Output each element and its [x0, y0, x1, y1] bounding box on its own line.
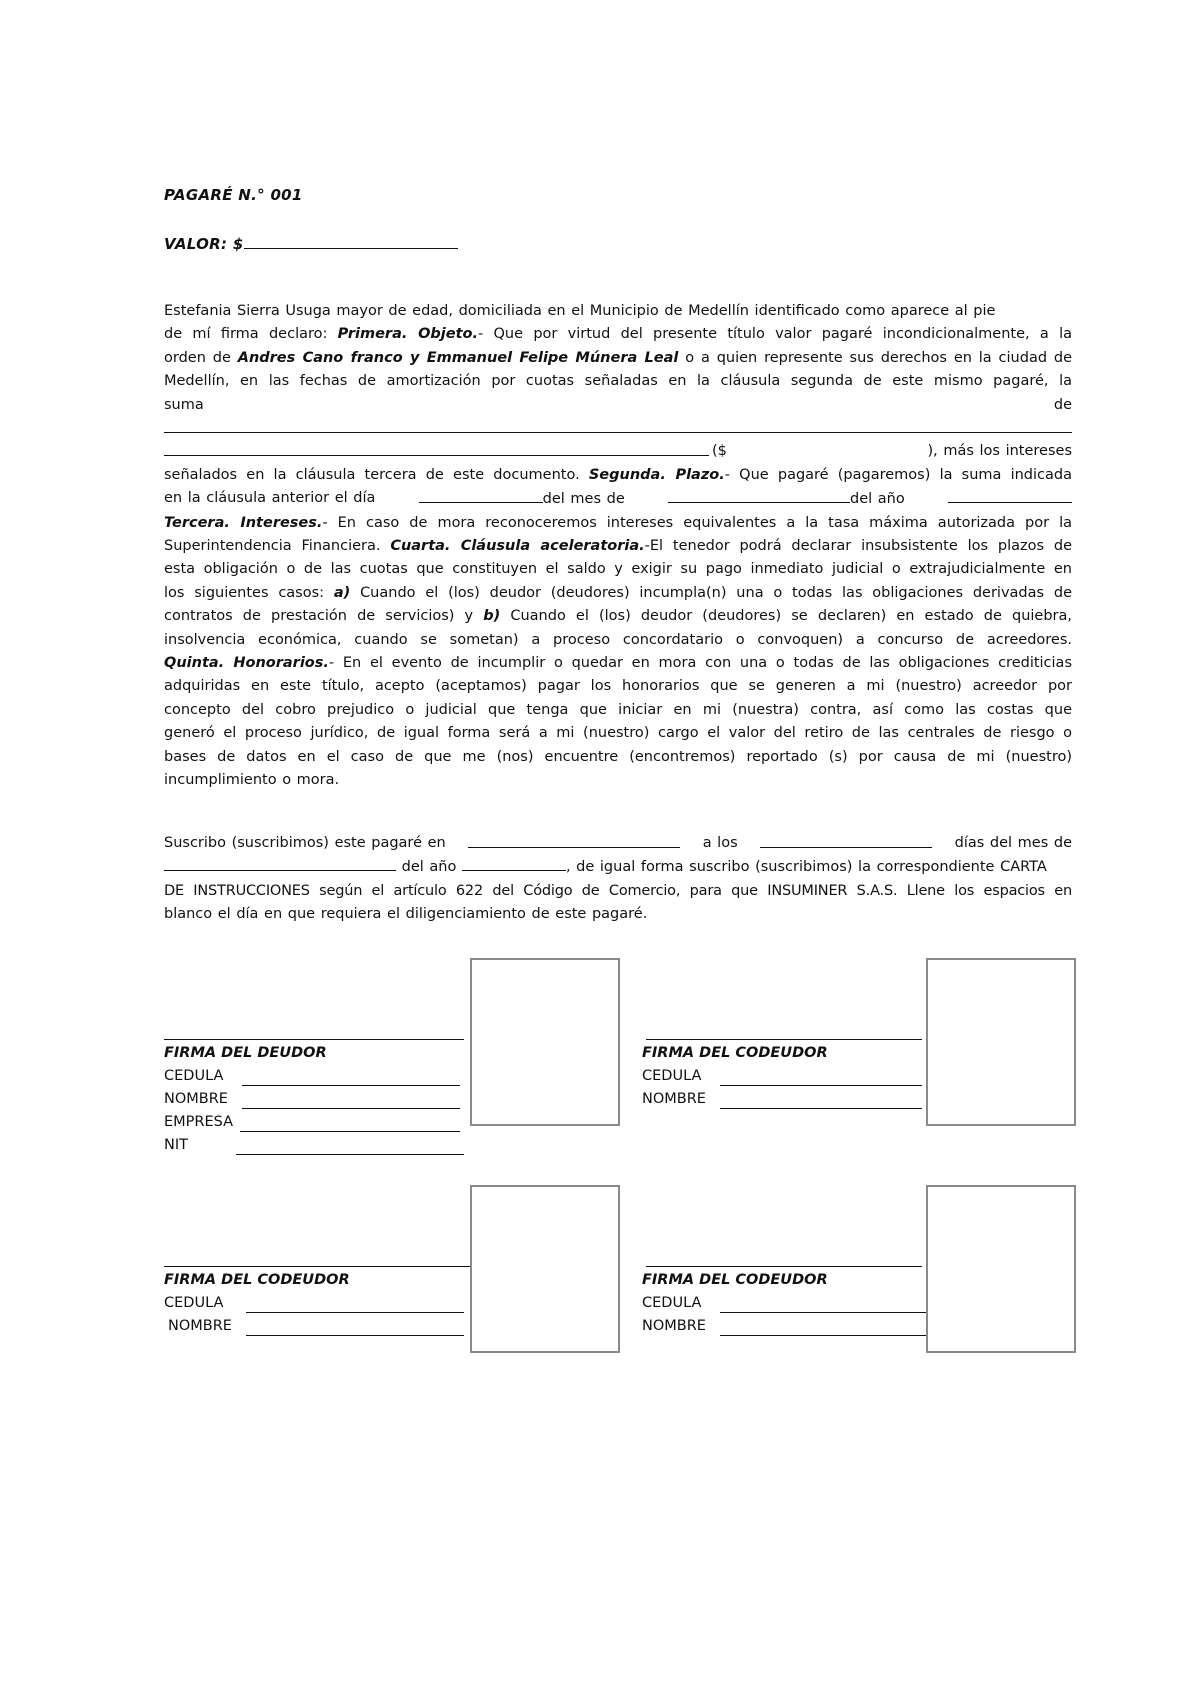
signature-title: FIRMA DEL CODEUDOR [642, 1045, 828, 1061]
body-text: o a quien represente sus derechos en la ciudad de [685, 349, 1073, 366]
nit-label: NIT [164, 1137, 188, 1153]
fingerprint-box [926, 1185, 1076, 1353]
closing-text: , de igual forma suscribo (suscribimos) la correspondiente CARTA [565, 859, 1047, 876]
place-blank[interactable] [468, 832, 680, 848]
amount-words-blank[interactable] [164, 417, 1072, 433]
body-text: adquiridas en este título, acepto (aceptamos) pagar los honorarios que se generen a mi (nuestro) acreedor por [164, 678, 1072, 695]
signature-line[interactable] [164, 1266, 472, 1267]
fingerprint-box [926, 958, 1076, 1126]
clause-marker: b) [483, 608, 501, 625]
fingerprint-box [470, 958, 620, 1126]
cedula-label: CEDULA [642, 1068, 702, 1084]
nit-field[interactable] [236, 1154, 464, 1155]
body-text: ($ [712, 443, 727, 460]
body-line [164, 300, 1072, 323]
body-line [164, 394, 1072, 417]
closing-line [164, 903, 1072, 926]
closing-month-blank[interactable] [164, 855, 396, 871]
body-line [164, 769, 1072, 792]
nombre-label: NOMBRE [642, 1091, 706, 1107]
body-line [164, 652, 1072, 675]
amount-words-blank-line [164, 417, 1072, 440]
cedula-label: CEDULA [164, 1295, 224, 1311]
body-text: - Que pagaré (pagaremos) la suma indicada [724, 466, 1072, 483]
body-line [164, 675, 1072, 698]
nombre-field[interactable] [720, 1335, 930, 1336]
signature-line[interactable] [164, 1039, 464, 1040]
year-blank[interactable] [948, 487, 1072, 503]
body-line [164, 487, 1072, 511]
body-text: - En caso de mora reconoceremos intereses equivalentes a la tasa máxima autorizada por la [322, 514, 1072, 531]
clause-heading: Cuarta. Cláusula aceleratoria. [390, 538, 645, 555]
nombre-label: NOMBRE [164, 1091, 228, 1107]
clause-heading: Segunda. Plazo. [588, 466, 725, 483]
body-text: suma [164, 396, 204, 413]
closing-paragraph [164, 832, 1072, 927]
empresa-label: EMPRESA [164, 1114, 234, 1130]
body-line [164, 512, 1072, 535]
nombre-field[interactable] [720, 1108, 922, 1109]
month-blank[interactable] [668, 487, 850, 503]
cedula-field[interactable] [720, 1085, 922, 1086]
empresa-field[interactable] [240, 1131, 460, 1132]
closing-text: Suscribo (suscribimos) este pagaré en [164, 835, 446, 851]
body-text: contratos de prestación de servicios) y [164, 608, 474, 625]
signature-title: FIRMA DEL CODEUDOR [642, 1272, 828, 1288]
closing-text: a los [702, 835, 738, 851]
body-text: del año [850, 491, 905, 508]
cedula-field[interactable] [246, 1312, 464, 1313]
creditor-names: Andres Cano franco y Emmanuel Felipe Múnera Leal [237, 349, 679, 366]
body-text: en la cláusula anterior el día [164, 490, 376, 507]
body-text: de [1053, 396, 1072, 413]
nombre-field[interactable] [246, 1335, 464, 1336]
body-text: orden de [164, 349, 231, 366]
cedula-label: CEDULA [642, 1295, 702, 1311]
body-text: concepto del cobro prejudico o judicial que tenga que iniciar en mi (nuestra) contra, así como las costas que [164, 701, 1072, 718]
fingerprint-box [470, 1185, 620, 1353]
body-line [164, 558, 1072, 581]
body-text: -El tenedor podrá declarar insubsistente los plazos de [644, 538, 1072, 555]
closing-text: DE INSTRUCCIONES según el artículo 622 del Código de Comercio, para que INSUMINER S.A.S. Llene los espacios en [164, 882, 1072, 899]
clause-heading: Primera. Objeto. [337, 326, 478, 343]
closing-line [164, 832, 1072, 855]
body-line [164, 535, 1072, 558]
nombre-label: NOMBRE [168, 1318, 232, 1334]
body-text: Estefania Sierra Usuga mayor de edad, domiciliada en el Municipio de Medellín identificado como aparece al pie [164, 303, 996, 319]
body-line [164, 440, 1072, 463]
body-line [164, 464, 1072, 487]
cedula-field[interactable] [242, 1085, 460, 1086]
signature-line[interactable] [646, 1039, 922, 1040]
nombre-field[interactable] [242, 1108, 460, 1109]
body-text: los siguientes casos: [164, 584, 325, 601]
closing-line [164, 855, 1072, 879]
closing-text: días del mes de [954, 835, 1072, 851]
body-line [164, 699, 1072, 722]
body-line [164, 370, 1072, 393]
body-line [164, 722, 1072, 745]
closing-text: blanco el día en que requiera el diligenciamiento de este pagaré. [164, 906, 648, 923]
closing-line [164, 880, 1072, 903]
body-line [164, 746, 1072, 769]
body-text: - En el evento de incumplir o quedar en mora con una o todas de las obligaciones crediticias [328, 655, 1073, 672]
body-line [164, 323, 1072, 346]
body-text: - Que por virtud del presente título valor pagaré incondicionalmente, a la [478, 326, 1072, 343]
days-blank[interactable] [760, 832, 932, 848]
clause-marker: a) [333, 584, 351, 601]
body-line [164, 582, 1072, 605]
body-text: señalados en la cláusula tercera de este documento. [164, 466, 580, 483]
value-blank[interactable] [244, 233, 458, 249]
body-text: generó el proceso jurídico, de igual forma será a mi (nuestro) cargo el valor del retiro de las centrales de riesgo o [164, 725, 1072, 742]
body-line [164, 605, 1072, 628]
clause-heading: Quinta. Honorarios. [164, 655, 329, 672]
body-text: bases de datos en el caso de que me (nos) encuentre (encontremos) reportado (s) por causa de mi (nuestro) [164, 748, 1072, 765]
signature-title: FIRMA DEL DEUDOR [164, 1045, 327, 1061]
body-text: esta obligación o de las cuotas que constituyen el saldo y exigir su pago inmediato judicial o extrajudicialmente en [164, 561, 1072, 578]
body-text: ), más los intereses [927, 443, 1072, 460]
closing-year-blank[interactable] [462, 855, 566, 871]
cedula-label: CEDULA [164, 1068, 224, 1084]
day-blank[interactable] [419, 487, 543, 503]
closing-text: del año [401, 859, 457, 876]
signature-line[interactable] [646, 1266, 922, 1267]
signature-title: FIRMA DEL CODEUDOR [164, 1272, 350, 1288]
body-line [164, 347, 1072, 370]
cedula-field[interactable] [720, 1312, 930, 1313]
amount-words-blank-2[interactable] [164, 440, 709, 456]
clause-heading: Tercera. Intereses. [164, 514, 323, 531]
document-title: PAGARÉ N.° 001 [164, 186, 303, 204]
body-text: Superintendencia Financiera. [164, 538, 381, 555]
body-line [164, 629, 1072, 652]
body-text: Cuando el (los) deudor (deudores) incumpla(n) una o todas las obligaciones derivadas de [360, 584, 1072, 601]
nombre-label: NOMBRE [642, 1318, 706, 1334]
note-body [164, 300, 1072, 793]
body-text: incumplimiento o mora. [164, 772, 340, 789]
body-text: del mes de [542, 491, 625, 508]
body-text: Medellín, en las fechas de amortización por cuotas señaladas en la cláusula segunda de este mismo pagaré, la [164, 373, 1072, 390]
value-label: VALOR: $ [164, 235, 244, 253]
body-text: insolvencia económica, cuando se sometan) a proceso concordatario o convoquen) a concurso de acreedores. [164, 631, 1072, 648]
value-line [164, 233, 458, 253]
body-text: de mí firma declaro: [164, 326, 328, 343]
body-text: Cuando el (los) deudor (deudores) se declaren) en estado de quiebra, [510, 608, 1073, 625]
